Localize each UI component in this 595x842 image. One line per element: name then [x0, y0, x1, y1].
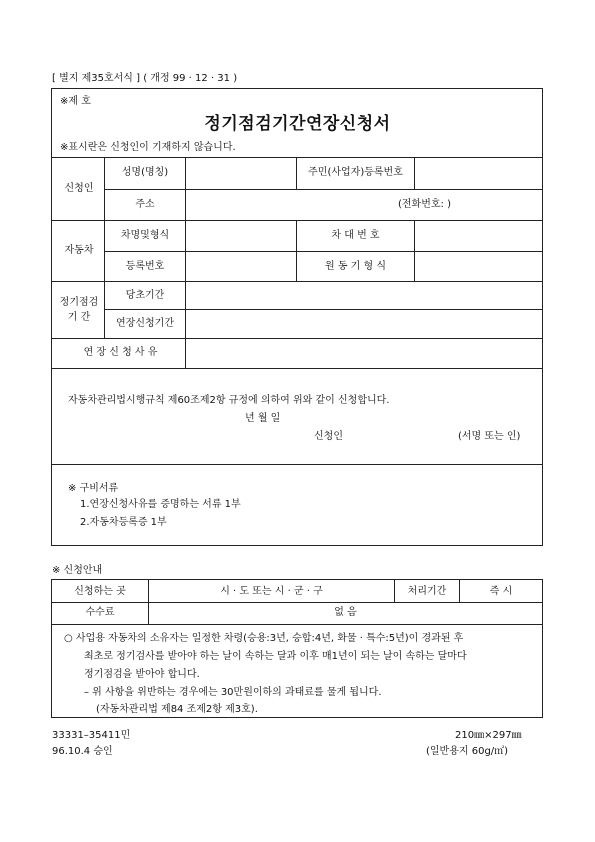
statement-text: 자동차관리법시행규칙 제60조제2항 규정에 의하여 위와 같이 신청합니다.: [68, 395, 390, 406]
applicant-sign-label: 신청인: [314, 431, 343, 442]
extension-period-field[interactable]: [186, 310, 542, 338]
documents-heading: ※ 구비서류: [68, 483, 119, 494]
registration-label: 등록번호: [125, 261, 165, 272]
submit-location-value: 시 · 도 또는 시 · 군 · 구: [220, 586, 323, 597]
applicant-note: ※표시란은 신청인이 기재하지 않습니다.: [60, 142, 236, 153]
form-code: 33331–35411민: [52, 730, 131, 741]
name-label: 성명(명칭): [121, 167, 169, 178]
signature-field[interactable]: [352, 428, 448, 444]
extension-period-label: 연장신청기간: [116, 318, 174, 329]
registration-number-field[interactable]: [415, 158, 542, 189]
processing-period-label: 처리기간: [407, 586, 447, 597]
document-item: 1.연장신청사유를 증명하는 서류 1부: [80, 499, 241, 510]
notice-line: ○ 사업용 자동차의 소유자는 일정한 차령(승용:3년, 승합:4년, 화물 · 특수:5년)이 경과된 후: [64, 633, 464, 644]
processing-period-value: 즉 시: [489, 586, 513, 597]
sign-hint: (서명 또는 인): [458, 431, 521, 442]
engine-type-field[interactable]: [415, 252, 542, 281]
chassis-number-field[interactable]: [415, 221, 542, 251]
original-period-field[interactable]: [186, 282, 542, 309]
notice-line: 최초로 정기검사를 받아야 하는 날이 속하는 달과 이후 매1년이 되는 날이 속하는 달마다: [84, 651, 467, 662]
approval-date: 96.10.4 승인: [52, 746, 113, 757]
doc-number-label: ※제 호: [60, 96, 91, 107]
name-field[interactable]: [186, 158, 296, 189]
inspection-group-label-2: 기 간: [67, 312, 91, 323]
guide-heading: ※ 신청안내: [52, 565, 103, 576]
law-reference: (자동차관리법 제84 조제2항 제3호).: [96, 704, 258, 715]
original-period-label: 당초기간: [125, 290, 165, 301]
fee-value: 없 음: [334, 607, 357, 618]
engine-type-label: 원 동 기 형 식: [324, 261, 386, 272]
model-label: 차명및형식: [120, 230, 170, 241]
penalty-line: – 위 사항을 위반하는 경우에는 30만원이하의 과태료를 물게 됩니다.: [84, 687, 382, 698]
address-field[interactable]: [186, 190, 396, 220]
page-title: 정기점검기간연장신청서: [204, 114, 391, 134]
phone-label: (전화번호: ): [398, 199, 451, 210]
fee-label: 수수료: [85, 607, 115, 618]
address-label: 주소: [135, 199, 155, 210]
date-line: 년 월 일: [245, 413, 281, 424]
vehicle-group-label: 자동차: [64, 245, 94, 256]
reason-label: 연 장 신 청 사 유: [83, 347, 158, 358]
reason-field[interactable]: [186, 339, 542, 368]
submit-location-label: 신청하는 곳: [74, 586, 126, 597]
form-header: [ 별지 제35호서식 ] ( 개정 99 · 12 · 31 ): [52, 73, 238, 84]
model-field[interactable]: [186, 221, 296, 251]
vehicle-registration-field[interactable]: [186, 252, 296, 281]
document-item: 2.자동차등록증 1부: [80, 517, 167, 528]
paper-size: 210㎜×297㎜: [455, 730, 522, 741]
registration-number-label: 주민(사업자)등록번호: [308, 167, 403, 178]
paper-type: (일반용지 60g/㎡): [426, 746, 509, 757]
chassis-number-label: 차 대 번 호: [331, 230, 380, 241]
inspection-group-label: 정기점검: [59, 297, 99, 308]
notice-line: 정기점검을 받아야 합니다.: [84, 669, 200, 680]
applicant-group-label: 신청인: [64, 183, 94, 194]
